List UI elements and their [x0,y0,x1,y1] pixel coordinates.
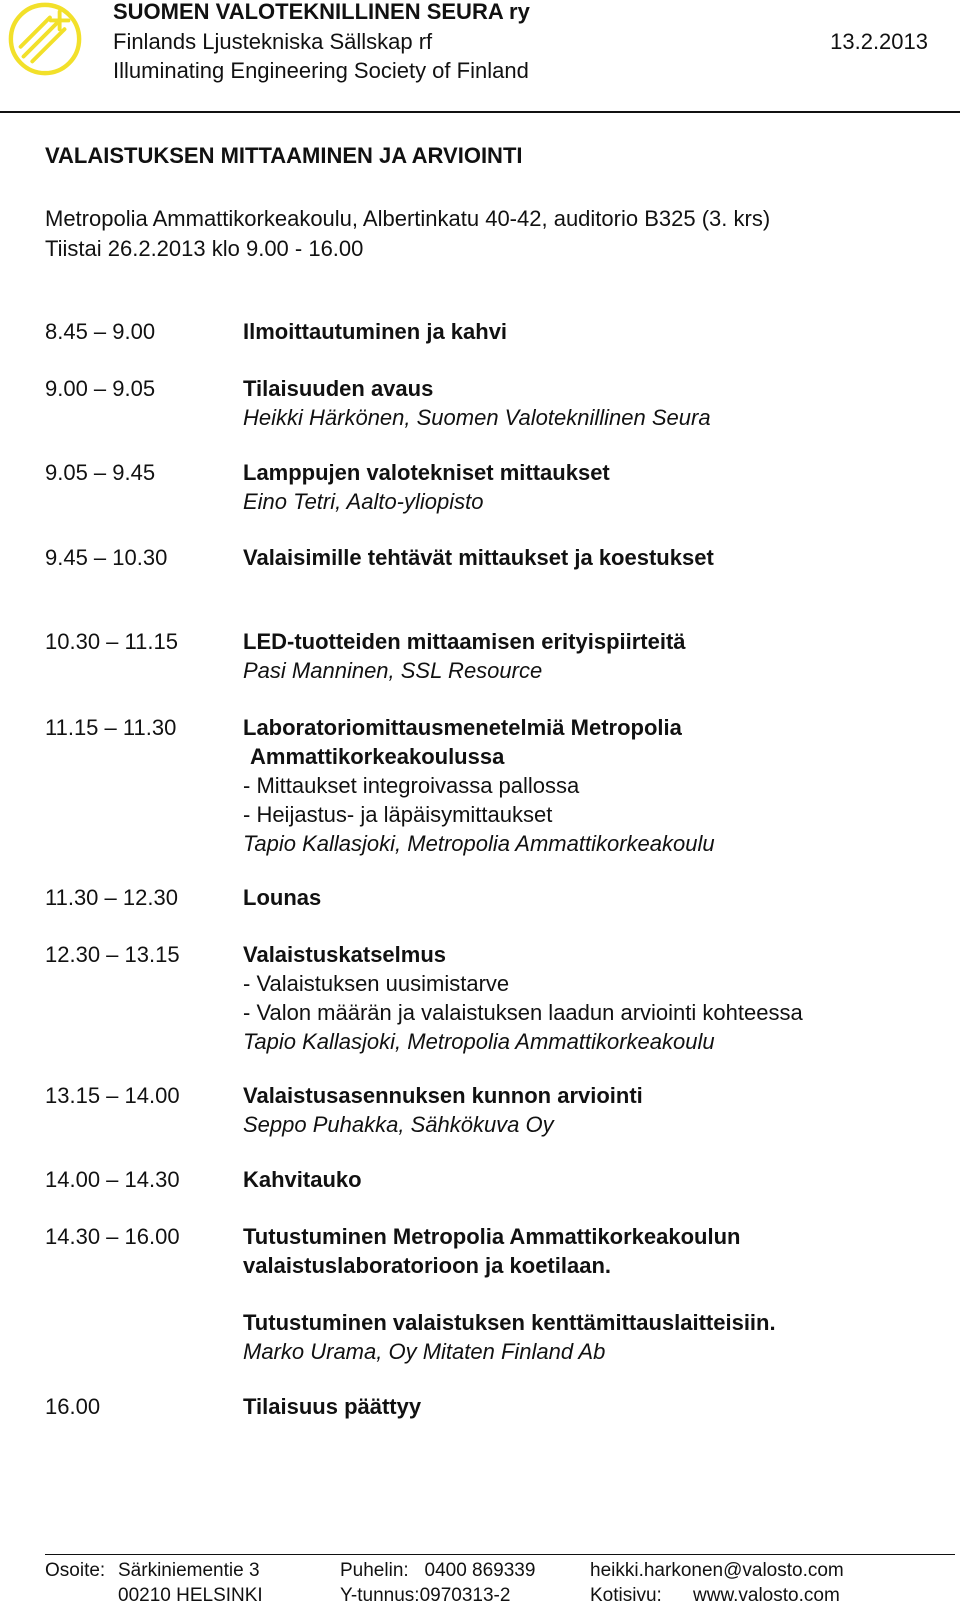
program-point: - Valon määrän ja valaistuksen laadun arviointi kohteessa [243,1000,803,1025]
program-speaker: Heikki Härkönen, Suomen Valoteknillinen Seura [243,405,711,430]
program-title: Valaisimille tehtävät mittaukset ja koestukset [243,545,714,570]
footer-address-label: Osoite: [45,1560,106,1581]
program-time: 12.30 – 13.15 [45,942,180,967]
program-point: - Valaistuksen uusimistarve [243,971,510,996]
footer-divider [45,1554,955,1555]
org-name-finnish: SUOMEN VALOTEKNILLINEN SEURA ry [113,0,530,24]
program-subtitle: Tutustuminen valaistuksen kenttämittauslaitteisiin. [243,1310,776,1335]
program-title: Ilmoittautuminen ja kahvi [243,319,508,344]
program-time: 9.45 – 10.30 [45,545,168,570]
program-time: 14.00 – 14.30 [45,1167,180,1192]
footer-homepage-label: Kotisivu: [590,1585,662,1606]
program-time: 11.15 – 11.30 [45,715,177,740]
footer-address-line2: 00210 HELSINKI [118,1585,263,1606]
program-time: 13.15 – 14.00 [45,1083,180,1108]
program-time: 16.00 [45,1394,101,1419]
program-title: Tilaisuuden avaus [243,376,434,401]
event-venue: Metropolia Ammattikorkeakoulu, Albertinkatu 40-42, auditorio B325 (3. krs) [45,206,771,231]
footer-email-link[interactable]: heikki.harkonen@valosto.com [590,1560,844,1581]
footer-address-line1: Särkiniementie 3 [118,1560,260,1581]
society-logo-icon [6,0,84,78]
event-title: VALAISTUKSEN MITTAAMINEN JA ARVIOINTI [45,143,523,168]
program-speaker: Pasi Manninen, SSL Resource [243,658,543,683]
program-speaker: Seppo Puhakka, Sähkökuva Oy [243,1112,554,1137]
program-title: Valaistuskatselmus [243,942,447,967]
program-speaker: Tapio Kallasjoki, Metropolia Ammattikorkeakoulu [243,1029,715,1054]
program-title: Lamppujen valotekniset mittaukset [243,460,610,485]
document-date: 13.2.2013 [830,29,928,54]
org-name-english: Illuminating Engineering Society of Finland [113,58,529,83]
program-time: 10.30 – 11.15 [45,629,178,654]
program-title: Kahvitauko [243,1167,362,1192]
org-name-swedish: Finlands Ljustekniska Sällskap rf [113,29,433,54]
footer-homepage-link[interactable]: www.valosto.com [693,1585,840,1606]
program-time: 14.30 – 16.00 [45,1224,180,1249]
program-time: 9.05 – 9.45 [45,460,156,485]
program-title-continued: valaistuslaboratorioon ja koetilaan. [243,1253,611,1278]
program-point: - Mittaukset integroivassa pallossa [243,773,580,798]
program-title: LED-tuotteiden mittaamisen erityispiirteitä [243,629,686,654]
header-divider [0,111,960,113]
program-title: Laboratoriomittausmenetelmiä Metropolia [243,715,682,740]
program-time: 8.45 – 9.00 [45,319,156,344]
program-title: Lounas [243,885,322,910]
footer-phone: Puhelin: 0400 869339 [340,1560,536,1581]
program-title: Tutustuminen Metropolia Ammattikorkeakoulun [243,1224,741,1249]
program-time: 9.00 – 9.05 [45,376,156,401]
program-title: Tilaisuus päättyy [243,1394,422,1419]
program-time: 11.30 – 12.30 [45,885,178,910]
event-date-time: Tiistai 26.2.2013 klo 9.00 - 16.00 [45,236,364,261]
program-speaker: Tapio Kallasjoki, Metropolia Ammattikorkeakoulu [243,831,715,856]
footer-business-id: Y-tunnus:0970313-2 [340,1585,511,1606]
program-title: Valaistusasennuksen kunnon arviointi [243,1083,643,1108]
program-title-continued: Ammattikorkeakoulussa [250,744,505,769]
program-speaker: Marko Urama, Oy Mitaten Finland Ab [243,1339,606,1364]
program-speaker: Eino Tetri, Aalto-yliopisto [243,489,484,514]
program-point: - Heijastus- ja läpäisymittaukset [243,802,553,827]
